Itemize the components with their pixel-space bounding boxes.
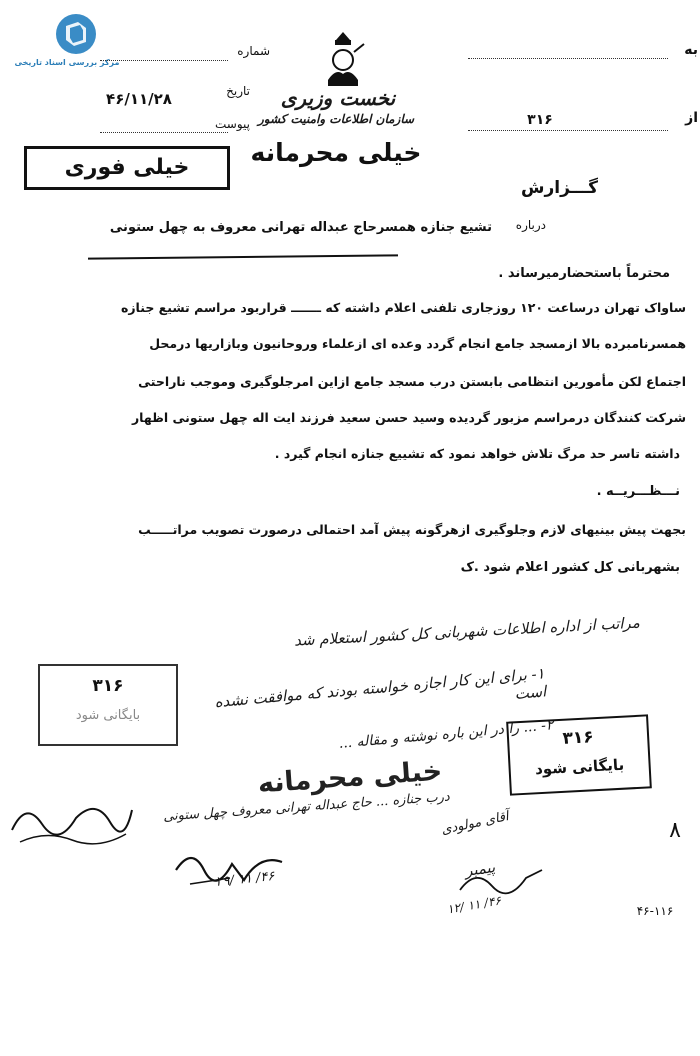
handwritten-note-2: ۱- برای این کار اجازه خواسته بودند که موافقت نشده است <box>213 664 547 712</box>
faded-classification-stamp: خیلی محرمانه <box>256 755 444 800</box>
subject-underline <box>88 254 398 259</box>
archive-stamp-1-text: بایگانی شود <box>75 708 141 723</box>
body-line-6: داشته تاسر حد مرگ تلاش خواهد نمود که تشییع جنازه انجام گیرد . <box>274 446 680 461</box>
signature-left-icon <box>6 790 136 850</box>
body-line-2: ساواک تهران درساعت ۱۲۰ روزجاری تلفنی اعلام داشته که ـــــــ قراربود مراسم تشیع جنازه <box>120 300 686 315</box>
date-value: ۴۶/۱۱/۲۸ <box>106 90 172 108</box>
body-line-4: اجتماع لکن مأمورین انتظامی بابستن درب مسجد جامع ازاین امرجلوگیری وموجب ناراحتی <box>138 374 686 389</box>
archive-logo-icon <box>54 12 98 56</box>
report-title: گـــزارش <box>521 178 598 198</box>
lion-and-sun-emblem-icon <box>318 30 368 90</box>
date-label: تاریخ <box>226 84 250 98</box>
subject-label: درباره <box>515 218 546 232</box>
from-value: ۳۱۶ <box>527 112 553 128</box>
archive-logo <box>8 12 126 74</box>
attachment-line <box>100 132 228 133</box>
body-line-5: شرکت کنندگان درمراسم مزبور گردیده وسید حسن سعید فرزند ایت اله چهل ستونی اظهار <box>131 410 686 425</box>
handwritten-note-1: مراتب از اداره اطلاعات شهربانی کل کشور استعلام شد <box>293 613 641 650</box>
number-label: شماره <box>237 44 270 58</box>
ministry-name: نخست وزیری <box>280 86 396 110</box>
handwritten-date-note: ۱۲/ ۱۱ /۴۶ <box>445 893 502 917</box>
handwritten-note-5: درب جنازه ... حاج عبداله تهرانی معروف چهل ستونی <box>162 789 451 825</box>
signature-center-icon <box>170 840 290 890</box>
archive-stamp-2-text: بایگانی شود <box>534 755 625 779</box>
page-number-mark: ۸ <box>669 818 681 843</box>
archive-stamp-2 <box>506 714 652 795</box>
from-label: از <box>685 110 698 126</box>
to-line <box>468 58 668 59</box>
opinion-label: نـــظـــریــه . <box>596 484 680 499</box>
handwritten-note-6: پیمبر <box>463 857 497 881</box>
classification-stamp: خیلی محرمانه <box>250 138 422 167</box>
body-line-3: همسرنامبرده بالا ازمسجد جامع انجام گردد وعده ای ازعلماء وروحانیون وبازاریها درمحل <box>149 336 686 351</box>
urgency-stamp: خیلی فوری <box>24 146 230 190</box>
body-line-1: محترماً باستحضارمیرساند . <box>498 266 670 281</box>
subject-text: تشیع جنازه همسرحاج عبداله تهرانی معروف به چهل ستونی <box>109 220 492 235</box>
archive-stamp-1 <box>38 664 178 746</box>
handwritten-note-3: ۲- ... را در این باره نوشته و مقاله ... <box>338 717 555 752</box>
number-line <box>100 60 228 61</box>
signature-right-icon <box>456 860 546 900</box>
footer-code: ۴۶-۱۱۶ <box>636 904 674 918</box>
archive-logo-text: مرکز بررسی اسناد تاریخی <box>14 58 120 67</box>
organization-name: سازمان اطلاعات وامنیت کشور <box>257 112 415 126</box>
handwritten-signature-date: ۲۹/ ۱۱ /۴۶ <box>214 868 276 891</box>
archive-stamp-2-number: ۳۱۶ <box>562 727 595 749</box>
handwritten-note-4: آقای مولودی <box>439 809 511 838</box>
from-line <box>468 130 668 131</box>
archive-stamp-1-number: ۳۱۶ <box>92 676 124 696</box>
attachment-label: پیوست <box>215 117 250 131</box>
to-label: به <box>684 42 698 58</box>
opinion-line-2: بشهربانی کل کشور اعلام شود .ک <box>460 560 680 575</box>
opinion-line-1: بجهت پیش بینیهای لازم وجلوگیری ازهرگونه پیش آمد احتمالی درصورت تصویب مراتـــــب <box>138 522 686 537</box>
